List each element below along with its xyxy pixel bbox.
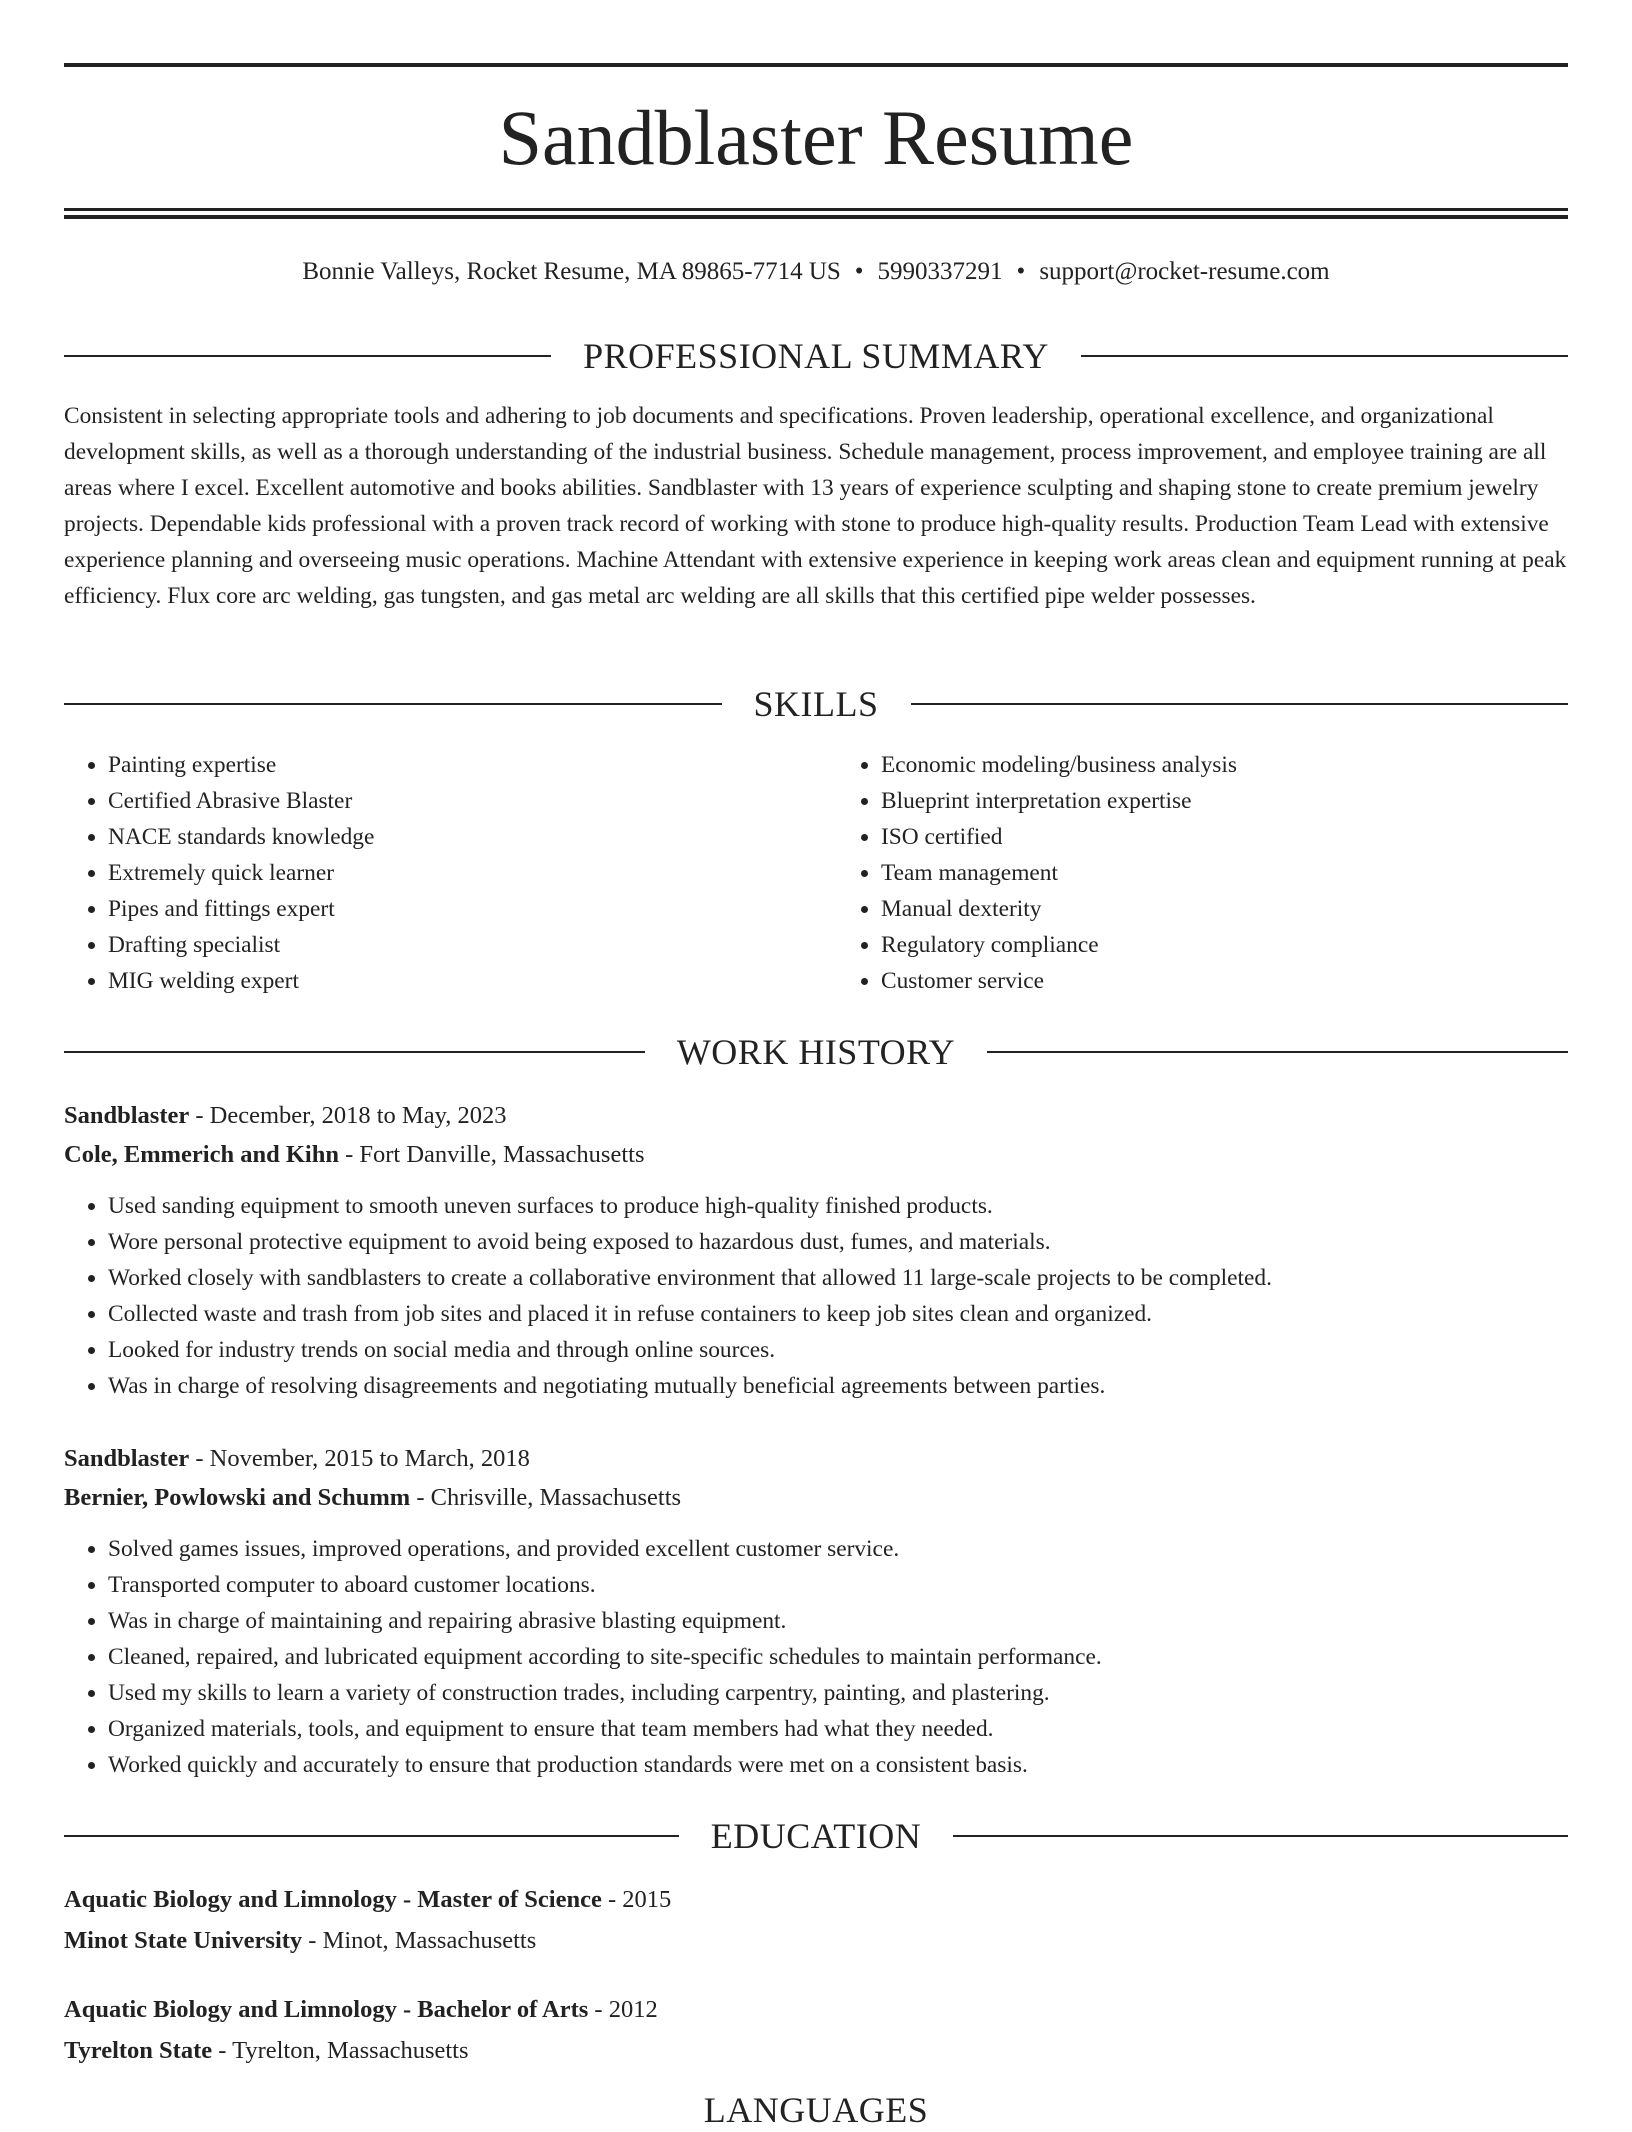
job-location: - Fort Danville, Massachusetts — [338, 1141, 645, 1168]
section-heading-work — [64, 1030, 1568, 1074]
education-school: Minot State University — [64, 1927, 303, 1954]
job-bullet: • Looked for industry trends on social media and through online sources. — [108, 1332, 1568, 1368]
section-heading-education — [64, 1814, 1568, 1858]
job-bullet: • Used sanding equipment to smooth uneven surfaces to produce high-quality finished products. — [108, 1188, 1568, 1224]
heading-rule — [64, 1051, 645, 1053]
heading-rule — [64, 703, 722, 705]
heading-rule — [987, 1051, 1568, 1053]
section-title: SKILLS — [753, 684, 879, 724]
education-degree-line — [64, 1879, 1568, 1920]
education-location: - Minot, Massachusetts — [302, 1927, 537, 1954]
contact-separator: • — [1016, 258, 1026, 285]
contact-separator: • — [854, 258, 864, 285]
resume-title: Sandblaster Resume — [498, 94, 1134, 181]
summary-text: Consistent in selecting appropriate tools and adhering to job documents and specifications. Proven leadership, operational excellence, and organizational development skills, as well as a thorough understanding of the industrial business. Schedule management, process improvement, and employee training are all areas where I excel. Excellent automotive and books abilities. Sandblaster with 13 years of experience sculpting and shaping stone to create premium jewelry projects. Dependable kids professional with a proven track record of working with stone to produce high-quality results. Production Team Lead with extensive experience planning and overseeing music operations. Machine Attendant with extensive experience in keeping work areas clean and equipment running at peak efficiency. Flux core arc welding, gas tungsten, and gas metal arc welding are all skills that this certified pipe welder possesses. — [64, 403, 1567, 609]
skill-item: • Manual dexterity — [881, 891, 1568, 927]
education-school: Tyrelton State — [64, 2037, 213, 2064]
education-location: - Tyrelton, Massachusetts — [212, 2037, 469, 2064]
job-bullets — [64, 1531, 1568, 1783]
section-title: LANGUAGES — [703, 2090, 929, 2130]
job-bullet: • Collected waste and trash from job sites and placed it in refuse containers to keep job sites clean and organized. — [108, 1296, 1568, 1332]
heading-rule — [953, 1835, 1568, 1837]
skill-item: • MIG welding expert — [108, 963, 795, 999]
section-title: EDUCATION — [710, 1816, 922, 1856]
skill-item: • Drafting specialist — [108, 927, 795, 963]
job-bullet: • Used my skills to learn a variety of construction trades, including carpentry, painting, and plastering. — [108, 1675, 1568, 1711]
job-location: - Chrisville, Massachusetts — [410, 1484, 682, 1511]
skill-item: • Extremely quick learner — [108, 855, 795, 891]
job-bullet: • Organized materials, tools, and equipment to ensure that team members had what they needed. — [108, 1711, 1568, 1747]
education-degree: Aquatic Biology and Limnology - Master of Science — [64, 1886, 602, 1913]
education-year: - 2015 — [601, 1886, 672, 1913]
job-entry — [64, 1096, 1568, 1404]
section-heading-skills — [64, 682, 1568, 726]
contact-phone: 5990337291 — [877, 258, 1003, 285]
job-title-line — [64, 1096, 1568, 1135]
heading-spacer — [64, 2109, 672, 2111]
section-title: WORK HISTORY — [676, 1032, 956, 1072]
heading-rule — [64, 1835, 679, 1837]
job-dates: - November, 2015 to March, 2018 — [189, 1445, 530, 1472]
job-bullet: • Was in charge of maintaining and repairing abrasive blasting equipment. — [108, 1603, 1568, 1639]
education-school-line — [64, 2030, 1568, 2071]
title-rule-upper — [64, 208, 1568, 211]
job-dates: - December, 2018 to May, 2023 — [189, 1102, 507, 1129]
skill-item: • Painting expertise — [108, 747, 795, 783]
education-school-line — [64, 1920, 1568, 1961]
skill-item: • Blueprint interpretation expertise — [881, 783, 1568, 819]
heading-spacer — [960, 2109, 1568, 2111]
skill-item: • Team management — [881, 855, 1568, 891]
job-role: Sandblaster — [64, 1445, 190, 1472]
education-entry — [64, 1989, 1568, 2071]
skill-item: • Certified Abrasive Blaster — [108, 783, 795, 819]
contact-line — [64, 252, 1568, 292]
contact-email: support@rocket-resume.com — [1039, 258, 1330, 285]
job-entry — [64, 1439, 1568, 1783]
job-title-line — [64, 1439, 1568, 1478]
skill-item: • Economic modeling/business analysis — [881, 747, 1568, 783]
contact-address: Bonnie Valleys, Rocket Resume, MA 89865-7714 US — [302, 258, 841, 285]
skill-item: • Customer service — [881, 963, 1568, 999]
job-bullet: • Transported computer to aboard customer locations. — [108, 1567, 1568, 1603]
top-rule — [64, 63, 1568, 67]
title-rule-lower — [64, 215, 1568, 219]
job-company-line — [64, 1135, 1568, 1174]
heading-rule — [911, 703, 1569, 705]
job-role: Sandblaster — [64, 1102, 190, 1129]
heading-rule — [1081, 355, 1568, 357]
job-bullets — [64, 1188, 1568, 1404]
job-bullet: • Wore personal protective equipment to avoid being exposed to hazardous dust, fumes, and materials. — [108, 1224, 1568, 1260]
job-company: Cole, Emmerich and Kihn — [64, 1141, 339, 1168]
skill-item: • Pipes and fittings expert — [108, 891, 795, 927]
skill-item: • ISO certified — [881, 819, 1568, 855]
job-company: Bernier, Powlowski and Schumm — [64, 1484, 411, 1511]
skill-item: • Regulatory compliance — [881, 927, 1568, 963]
skills-list-left — [64, 747, 795, 999]
job-bullet: • Worked quickly and accurately to ensure that production standards were met on a consistent basis. — [108, 1747, 1568, 1783]
job-bullet: • Worked closely with sandblasters to create a collaborative environment that allowed 11 large-scale projects to be completed. — [108, 1260, 1568, 1296]
job-bullet: • Cleaned, repaired, and lubricated equipment according to site-specific schedules to maintain performance. — [108, 1639, 1568, 1675]
heading-rule — [64, 355, 551, 357]
section-heading-languages — [64, 2088, 1568, 2132]
skills-columns — [64, 747, 1568, 999]
education-degree-line — [64, 1989, 1568, 2030]
education-entry — [64, 1879, 1568, 1961]
section-title: PROFESSIONAL SUMMARY — [583, 336, 1049, 376]
education-year: - 2012 — [588, 1996, 658, 2023]
job-company-line — [64, 1478, 1568, 1517]
skill-item: • NACE standards knowledge — [108, 819, 795, 855]
job-bullet: • Was in charge of resolving disagreements and negotiating mutually beneficial agreements between parties. — [108, 1368, 1568, 1404]
education-degree: Aquatic Biology and Limnology - Bachelor of Arts — [64, 1996, 589, 2023]
section-heading-summary — [64, 334, 1568, 378]
skills-list-right — [795, 747, 1568, 999]
job-bullet: • Solved games issues, improved operations, and provided excellent customer service. — [108, 1531, 1568, 1567]
